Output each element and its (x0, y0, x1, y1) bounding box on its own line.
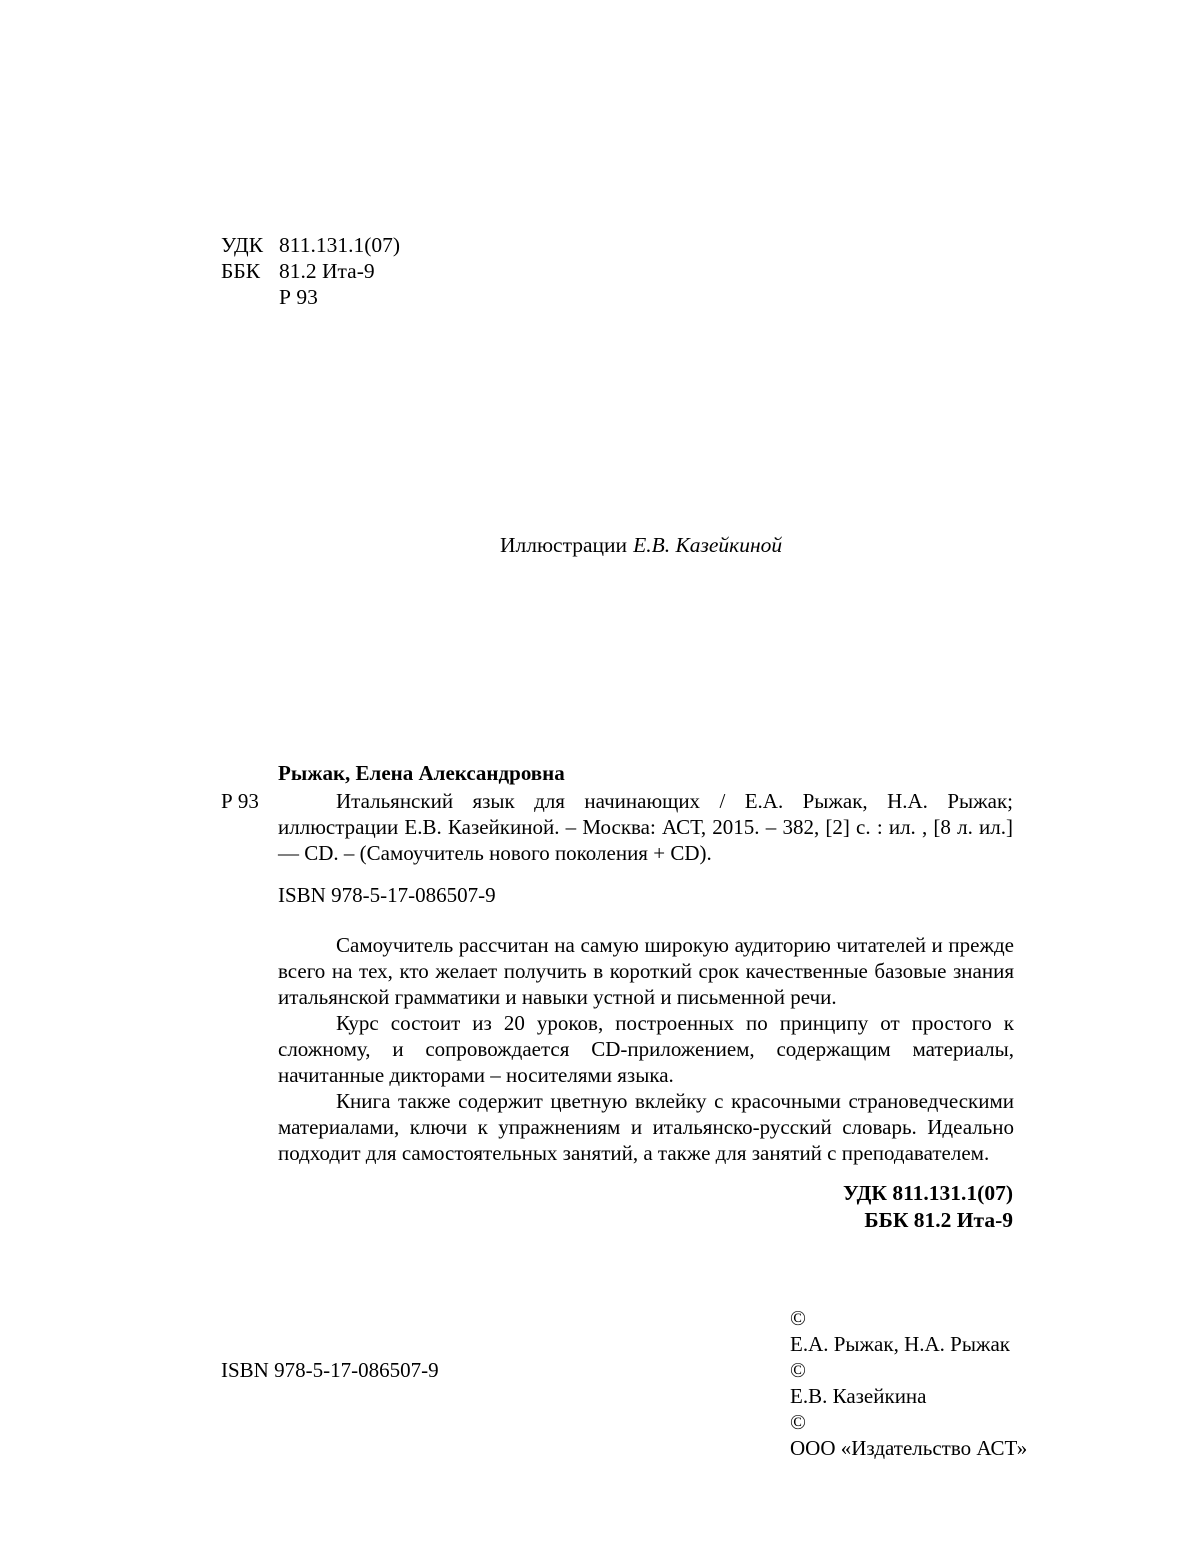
bbk-value-top: 81.2 Ита-9 (279, 259, 375, 283)
copyright-line (790, 1409, 1027, 1461)
illustration-credit (500, 532, 782, 558)
copyright-holder: Е.А. Рыжак, Н.А. Рыжак (790, 1332, 1010, 1356)
biblio-shelfmark: Р 93 (221, 789, 259, 813)
copyright-block (790, 1305, 1027, 1461)
annotation-paragraph: Самоучитель рассчитан на самую широкую аудиторию читателей и прежде всего на тех, кто желает получить в короткий срок качественные базовые знания итальянской грамматики и навыки устной и письменной речи. (278, 933, 1014, 1009)
annotation-paragraph: Книга также содержит цветную вклейку с красочными страноведческими материалами, ключи к упражнениям и итальянско-русский словарь. Идеально подходит для самостоятельных занятий, а также для занятий с преподавателем. (278, 1089, 1014, 1165)
biblio-body (221, 788, 1013, 866)
udk-label-top: УДК (221, 233, 264, 257)
bibliographic-record (221, 760, 1013, 866)
annotation-paragraph: Курс состоит из 20 уроков, построенных по принципу от простого к сложному, и сопровождается CD-приложением, содержащим материалы, начитанные дикторами – носителями языка. (278, 1011, 1014, 1087)
isbn-upper: ISBN 978-5-17-086507-9 (278, 883, 496, 907)
copyright-icon: © (790, 1358, 806, 1382)
bbk-line-top (221, 258, 400, 284)
copyright-icon: © (790, 1410, 806, 1434)
classification-codes-bottom (513, 1180, 1013, 1234)
udk-line-top (221, 232, 400, 258)
bbk-bottom: ББК 81.2 Ита-9 (864, 1208, 1013, 1232)
copyright-line (790, 1305, 1027, 1357)
copyright-holder: ООО «Издательство АСТ» (790, 1436, 1028, 1460)
shelfmark-line-top (221, 284, 400, 310)
illustration-credit-prefix: Иллюстрации (500, 533, 628, 557)
copyright-line (790, 1357, 1027, 1409)
copyright-icon: © (790, 1306, 806, 1330)
copyright-holder: Е.В. Казейкина (790, 1384, 927, 1408)
udk-value-top: 811.131.1(07) (279, 233, 401, 257)
annotation-block (278, 932, 1014, 1166)
shelfmark-value-top: Р 93 (279, 285, 318, 309)
biblio-description: Итальянский язык для начинающих / Е.А. Рыжак, Н.А. Рыжак; иллюстрации Е.В. Казейкиной. – Москва: АСТ, 2015. – 382, [2] с. : ил. , [8 л. ил.] — CD. – (Самоучитель нового поколения + CD). (278, 789, 1013, 865)
illustration-credit-name: Е.В. Казейкиной (633, 533, 783, 557)
bbk-label-top: ББК (221, 259, 261, 283)
isbn-lower: ISBN 978-5-17-086507-9 (221, 1358, 439, 1382)
udk-bottom: УДК 811.131.1(07) (843, 1181, 1013, 1205)
classification-codes-top (221, 232, 400, 310)
biblio-author: Рыжак, Елена Александровна (278, 761, 565, 785)
